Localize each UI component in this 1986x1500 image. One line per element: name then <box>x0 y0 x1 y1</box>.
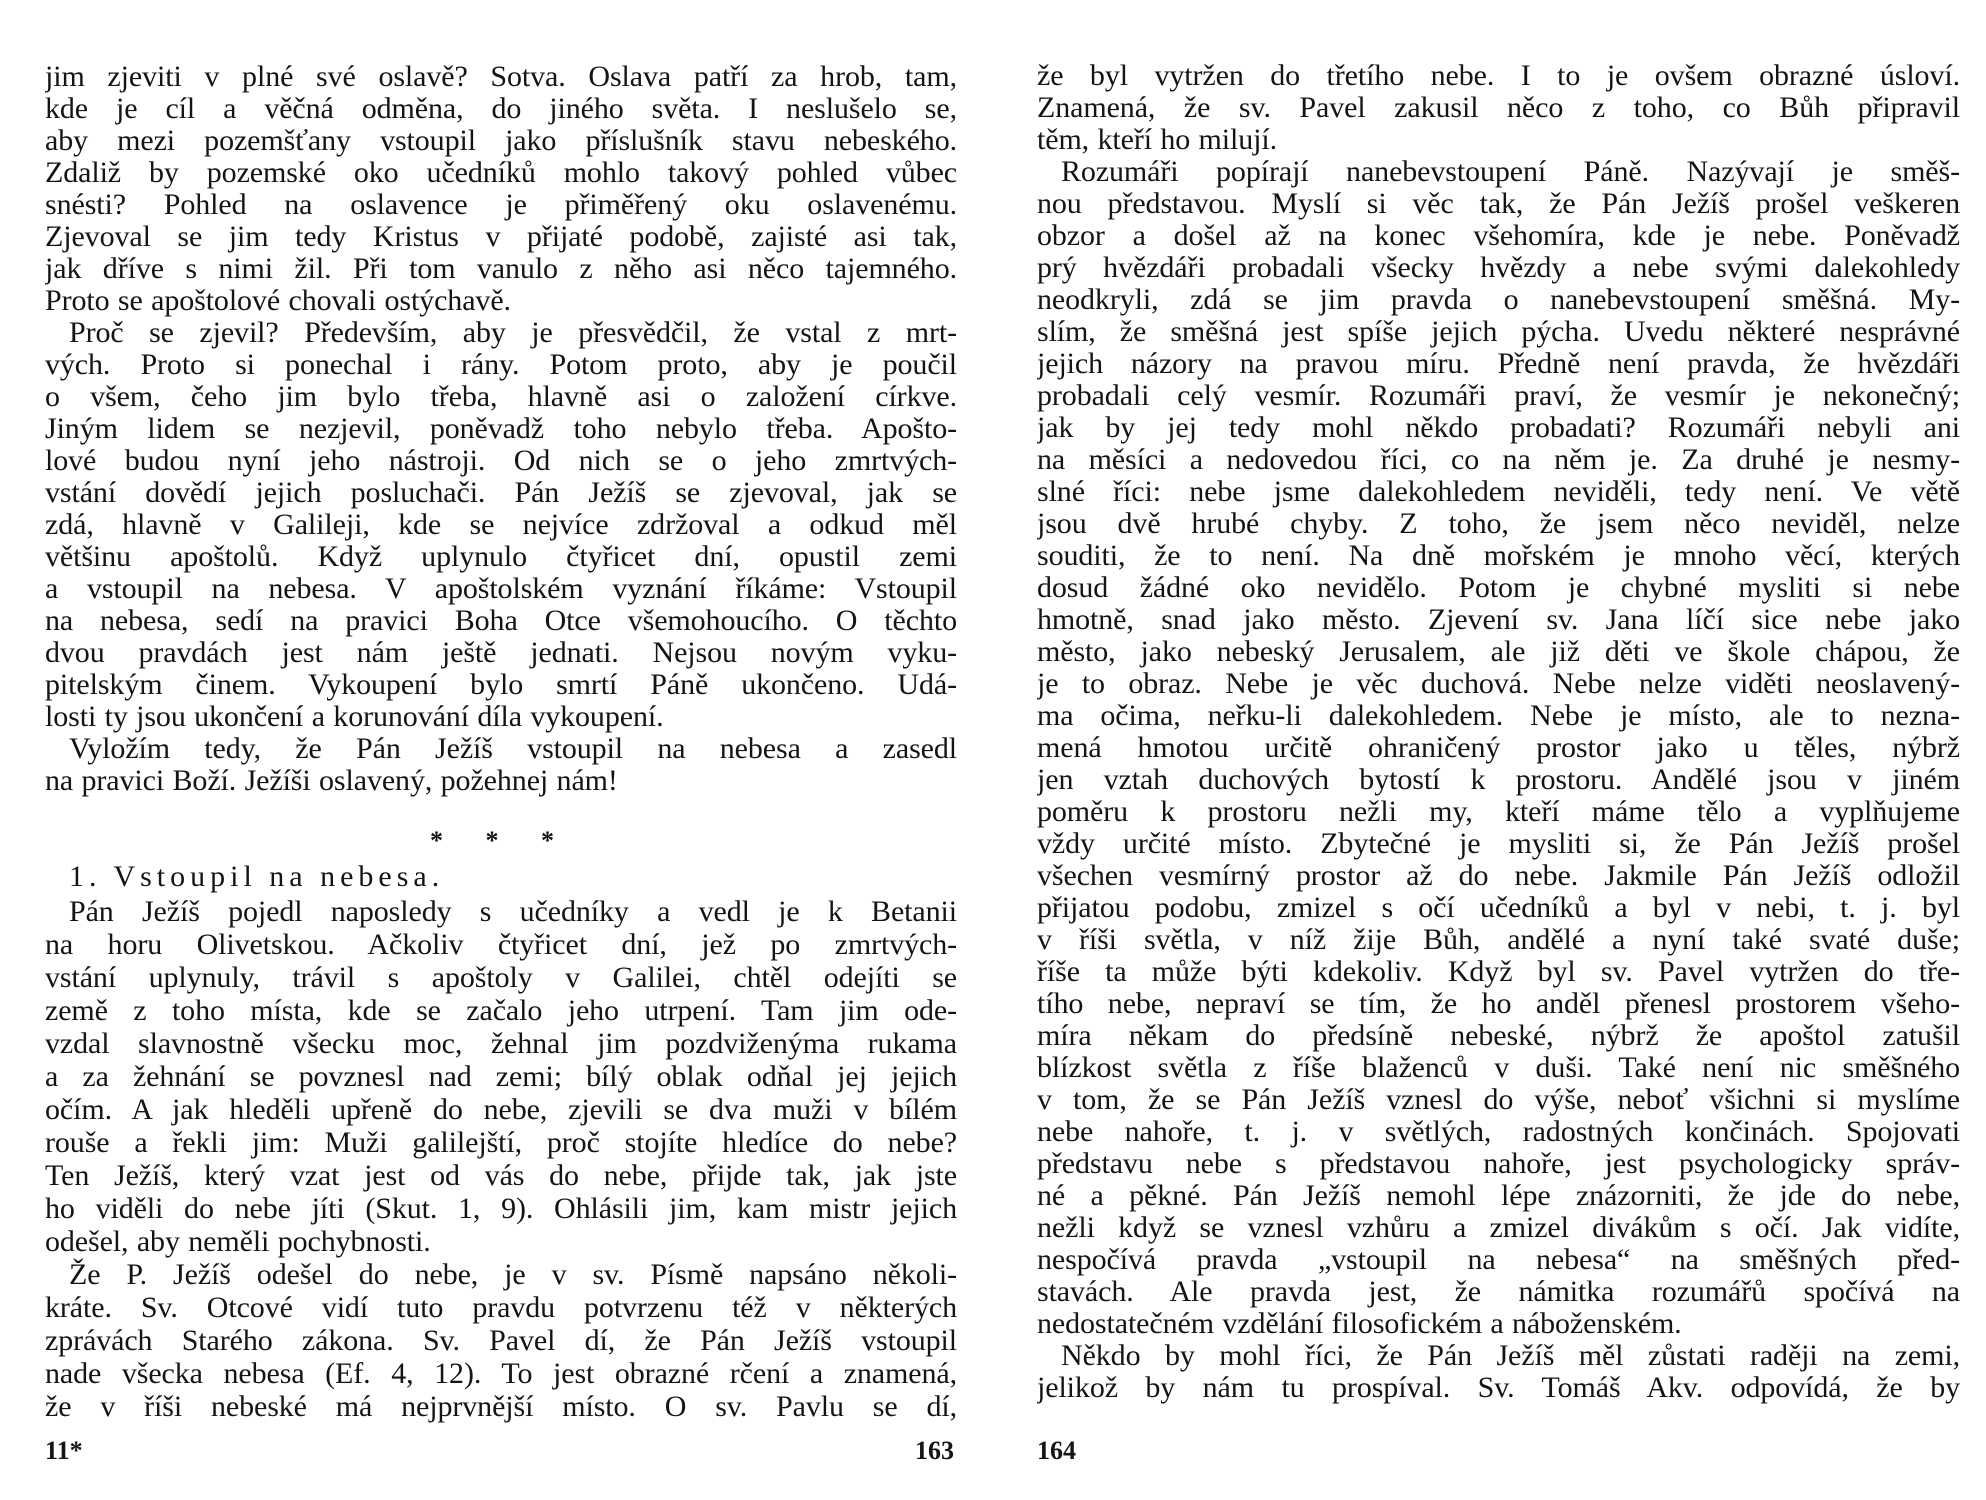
text-line: Zjevoval se jim tedy Kristus v přijaté podobě, zajisté asi tak, <box>45 221 957 253</box>
text-line: zdá, hlavně v Galileji, kde se nejvíce zdržoval a odkud měl <box>45 509 957 541</box>
text-line: odešel, aby neměli pochybnosti. <box>45 1225 431 1258</box>
page-number: 164 <box>1037 1436 1076 1465</box>
text-line: Rozumáři popírají nanebevstoupení Páně. Nazývají je směš- <box>1061 156 1960 188</box>
text-line: jak by jej tedy mohl někdo probadati? Rozumáři nebyli ani <box>1037 412 1960 444</box>
text-line: rouše a řekli jim: Muži galilejští, proč stojíte hledíce do nebe? <box>45 1126 957 1159</box>
text-line: lové budou nyní jeho nástroji. Od nich se o jeho zmrtvých- <box>45 445 957 477</box>
text-line: poměru k prostoru nežli my, kteří máme tělo a vyplňujeme <box>1037 796 1960 828</box>
paragraph <box>45 61 957 317</box>
text-line: ho viděli do nebe jíti (Skut. 1, 9). Ohlásili jim, kam mistr jejich <box>45 1192 957 1225</box>
section-separator: * * * <box>430 826 572 855</box>
text-line: vstání dovědí jejich posluchači. Pán Ježíš se zjevoval, jak se <box>45 477 957 509</box>
text-line: v říši světla, v níž žije Bůh, andělé a nyní také svaté duše; <box>1037 924 1960 956</box>
text-line: očím. A jak hleděli upřeně do nebe, zjevili se dva muži v bílém <box>45 1093 957 1126</box>
text-line: přijatou podobu, zmizel s očí učedníků a byl v nebi, t. j. byl <box>1037 892 1960 924</box>
text-line: je to obraz. Nebe je věc duchová. Nebe nelze viděti neoslavený- <box>1037 668 1960 700</box>
text-line: prý hvězdáři probadali všecky hvězdy a nebe svými dalekohledy <box>1037 252 1960 284</box>
text-line: na horu Olivetskou. Ačkoliv čtyřicet dní, jež po zmrtvých- <box>45 928 957 961</box>
text-line: těm, kteří ho milují. <box>1037 124 1278 156</box>
text-line: Znamená, že sv. Pavel zakusil něco z toho, co Bůh připravil <box>1037 92 1960 124</box>
text-line: město, jako nebeský Jerusalem, ale již děti ve škole chápou, že <box>1037 636 1960 668</box>
text-line: na nebesa, sedí na pravici Boha Otce všemohoucího. O těchto <box>45 605 957 637</box>
left-page-text-top <box>45 61 957 797</box>
text-line: Zdaliž by pozemské oko učedníků mohlo takový pohled vůbec <box>45 157 957 189</box>
text-line: obzor a došel až na konec všehomíra, kde je nebe. Poněvadž <box>1037 220 1960 252</box>
text-line: o všem, čeho jim bylo třeba, hlavně asi o založení církve. <box>45 381 957 413</box>
text-line: země z toho místa, kde se začalo jeho utrpení. Tam jim ode- <box>45 994 957 1027</box>
text-line: slím, že směšná jest spíše jejich pýcha. Uvedu některé nesprávné <box>1037 316 1960 348</box>
signature-mark: 11* <box>45 1436 83 1465</box>
text-line: vých. Proto si ponechal i rány. Potom proto, aby je poučil <box>45 349 957 381</box>
text-line: aby mezi pozemšťany vstoupil jako příslušník stavu nebeského. <box>45 125 957 157</box>
text-line: probadali celý vesmír. Rozumáři praví, že vesmír je nekonečný; <box>1037 380 1960 412</box>
text-line: většinu apoštolů. Když uplynulo čtyřicet dní, opustil zemi <box>45 541 957 573</box>
text-line: v tom, že se Pán Ježíš vznesl do výše, neboť všichni si myslíme <box>1037 1084 1960 1116</box>
text-line: nežli když se vznesl vzhůru a zmizel divákům s očí. Jak vidíte, <box>1037 1212 1960 1244</box>
text-line: Pán Ježíš pojedl naposledy s učedníky a vedl je k Betanii <box>69 895 957 928</box>
text-line: jejich názory na pravou míru. Předně není pravda, že hvězdáři <box>1037 348 1960 380</box>
text-line: blízkost světla z říše blaženců v duši. Také není nic směšného <box>1037 1052 1960 1084</box>
paragraph <box>45 733 957 797</box>
text-line: pitelským činem. Vykoupení bylo smrtí Páně ukončeno. Udá- <box>45 669 957 701</box>
text-line: neodkryli, zdá se jim pravda o nanebevstoupení směšná. My- <box>1037 284 1960 316</box>
text-line: že byl vytržen do třetího nebe. I to je ovšem obrazné úsloví. <box>1037 60 1960 92</box>
text-line: Proto se apoštolové chovali ostýchavě. <box>45 285 511 317</box>
text-line: na pravici Boží. Ježíši oslavený, požehnej nám! <box>45 765 618 797</box>
text-line: Proč se zjevil? Především, aby je přesvědčil, že vstal z mrt- <box>69 317 957 349</box>
paragraph <box>45 895 957 1258</box>
text-line: jim zjeviti v plné své oslavě? Sotva. Oslava patří za hrob, tam, <box>45 61 957 93</box>
text-line: vzdal slavnostně všecku moc, žehnal jim pozdviženýma rukama <box>45 1027 957 1060</box>
text-line: představu nebe s představou nahoře, jest psychologicky správ- <box>1037 1148 1960 1180</box>
left-page-text-bottom <box>45 895 957 1423</box>
text-line: a za žehnání se povznesl nad zemi; bílý oblak odňal jej jejich <box>45 1060 957 1093</box>
text-line: né a pěkné. Pán Ježíš nemohl lépe znázorniti, že jde do nebe, <box>1037 1180 1960 1212</box>
text-line: Někdo by mohl říci, že Pán Ježíš měl zůstati raději na zemi, <box>1061 1340 1960 1372</box>
paragraph <box>1037 156 1960 1340</box>
text-line: a vstoupil na nebesa. V apoštolském vyznání říkáme: Vstoupil <box>45 573 957 605</box>
paragraph <box>1037 60 1960 156</box>
text-line: že v říši nebeské má nejprvnější místo. O sv. Pavlu se dí, <box>45 1390 957 1423</box>
text-line: losti ty jsou ukončení a korunování díla vykoupení. <box>45 701 664 733</box>
text-line: stavách. Ale pravda jest, že námitka rozumářů spočívá na <box>1037 1276 1960 1308</box>
text-line: dvou pravdách jest nám ještě jednati. Nejsou novým vyku- <box>45 637 957 669</box>
paragraph <box>1037 1340 1960 1404</box>
page-number: 163 <box>915 1436 954 1465</box>
text-line: souditi, že to není. Na dně mořském je mnoho věcí, kterých <box>1037 540 1960 572</box>
text-line: Ten Ježíš, který vzat jest od vás do nebe, přijde tak, jak jste <box>45 1159 957 1192</box>
text-line: na měsíci a nedovedou říci, co na něm je. Za druhé je nesmy- <box>1037 444 1960 476</box>
text-line: říše ta může býti kdekoliv. Když byl sv. Pavel vytržen do tře- <box>1037 956 1960 988</box>
paragraph <box>45 1258 957 1423</box>
text-line: hmotně, snad jako město. Zjevení sv. Jana líčí sice nebe jako <box>1037 604 1960 636</box>
text-line: zprávách Starého zákona. Sv. Pavel dí, že Pán Ježíš vstoupil <box>45 1324 957 1357</box>
text-line: Jiným lidem se nezjevil, poněvadž toho nebylo třeba. Apošto- <box>45 413 957 445</box>
text-line: nebe nahoře, t. j. v světlých, radostných končinách. Spojovati <box>1037 1116 1960 1148</box>
text-line: kráte. Sv. Otcové vidí tuto pravdu potvrzenu též v některých <box>45 1291 957 1324</box>
text-line: Že P. Ježíš odešel do nebe, je v sv. Písmě napsáno několi- <box>69 1258 957 1291</box>
text-line: jak dříve s nimi žil. Při tom vanulo z něho asi něco tajemného. <box>45 253 957 285</box>
text-line: jelikož by nám tu prospíval. Sv. Tomáš Akv. odpovídá, že by <box>1037 1372 1960 1404</box>
text-line: jsou dvě hrubé chyby. Z toho, že jsem něco neviděl, nelze <box>1037 508 1960 540</box>
text-line: tího nebe, nepraví se tím, že ho anděl přenesl prostorem všeho- <box>1037 988 1960 1020</box>
text-line: míra někam do předsíně nebeské, nýbrž že apoštol zatušil <box>1037 1020 1960 1052</box>
text-line: nade všecka nebesa (Ef. 4, 12). To jest obrazné rčení a znamená, <box>45 1357 957 1390</box>
text-line: vždy určité místo. Zbytečné je mysliti si, že Pán Ježíš prošel <box>1037 828 1960 860</box>
right-page <box>993 0 1986 1500</box>
text-line: snésti? Pohled na oslavence je přiměřený oku oslavenému. <box>45 189 957 221</box>
text-line: mená hmotou určitě ohraničený prostor jako u těles, nýbrž <box>1037 732 1960 764</box>
text-line: Vyložím tedy, že Pán Ježíš vstoupil na nebesa a zasedl <box>69 733 957 765</box>
text-line: kde je cíl a věčná odměna, do jiného světa. I neslušelo se, <box>45 93 957 125</box>
text-line: slné říci: nebe jsme dalekohledem neviděli, tedy není. Ve větě <box>1037 476 1960 508</box>
text-line: jen vztah duchových bytostí k prostoru. Andělé jsou v jiném <box>1037 764 1960 796</box>
section-heading: 1. Vstoupil na nebesa. <box>69 860 445 893</box>
text-line: dosud žádné oko nevidělo. Potom je chybné mysliti si nebe <box>1037 572 1960 604</box>
text-line: vstání uplynuly, trávil s apoštoly v Galilei, chtěl odejíti se <box>45 961 957 994</box>
text-line: ma očima, neřku-li dalekohledem. Nebe je místo, ale to nezna- <box>1037 700 1960 732</box>
text-line: nespočívá pravda „vstoupil na nebesa“ na směšných před- <box>1037 1244 1960 1276</box>
text-line: nedostatečném vzdělání filosofickém a náboženském. <box>1037 1308 1682 1340</box>
right-page-text <box>1037 60 1960 1404</box>
paragraph <box>45 317 957 733</box>
text-line: všechen vesmírný prostor až do nebe. Jakmile Pán Ježíš odložil <box>1037 860 1960 892</box>
text-line: nou představou. Myslí si věc tak, že Pán Ježíš prošel veškeren <box>1037 188 1960 220</box>
